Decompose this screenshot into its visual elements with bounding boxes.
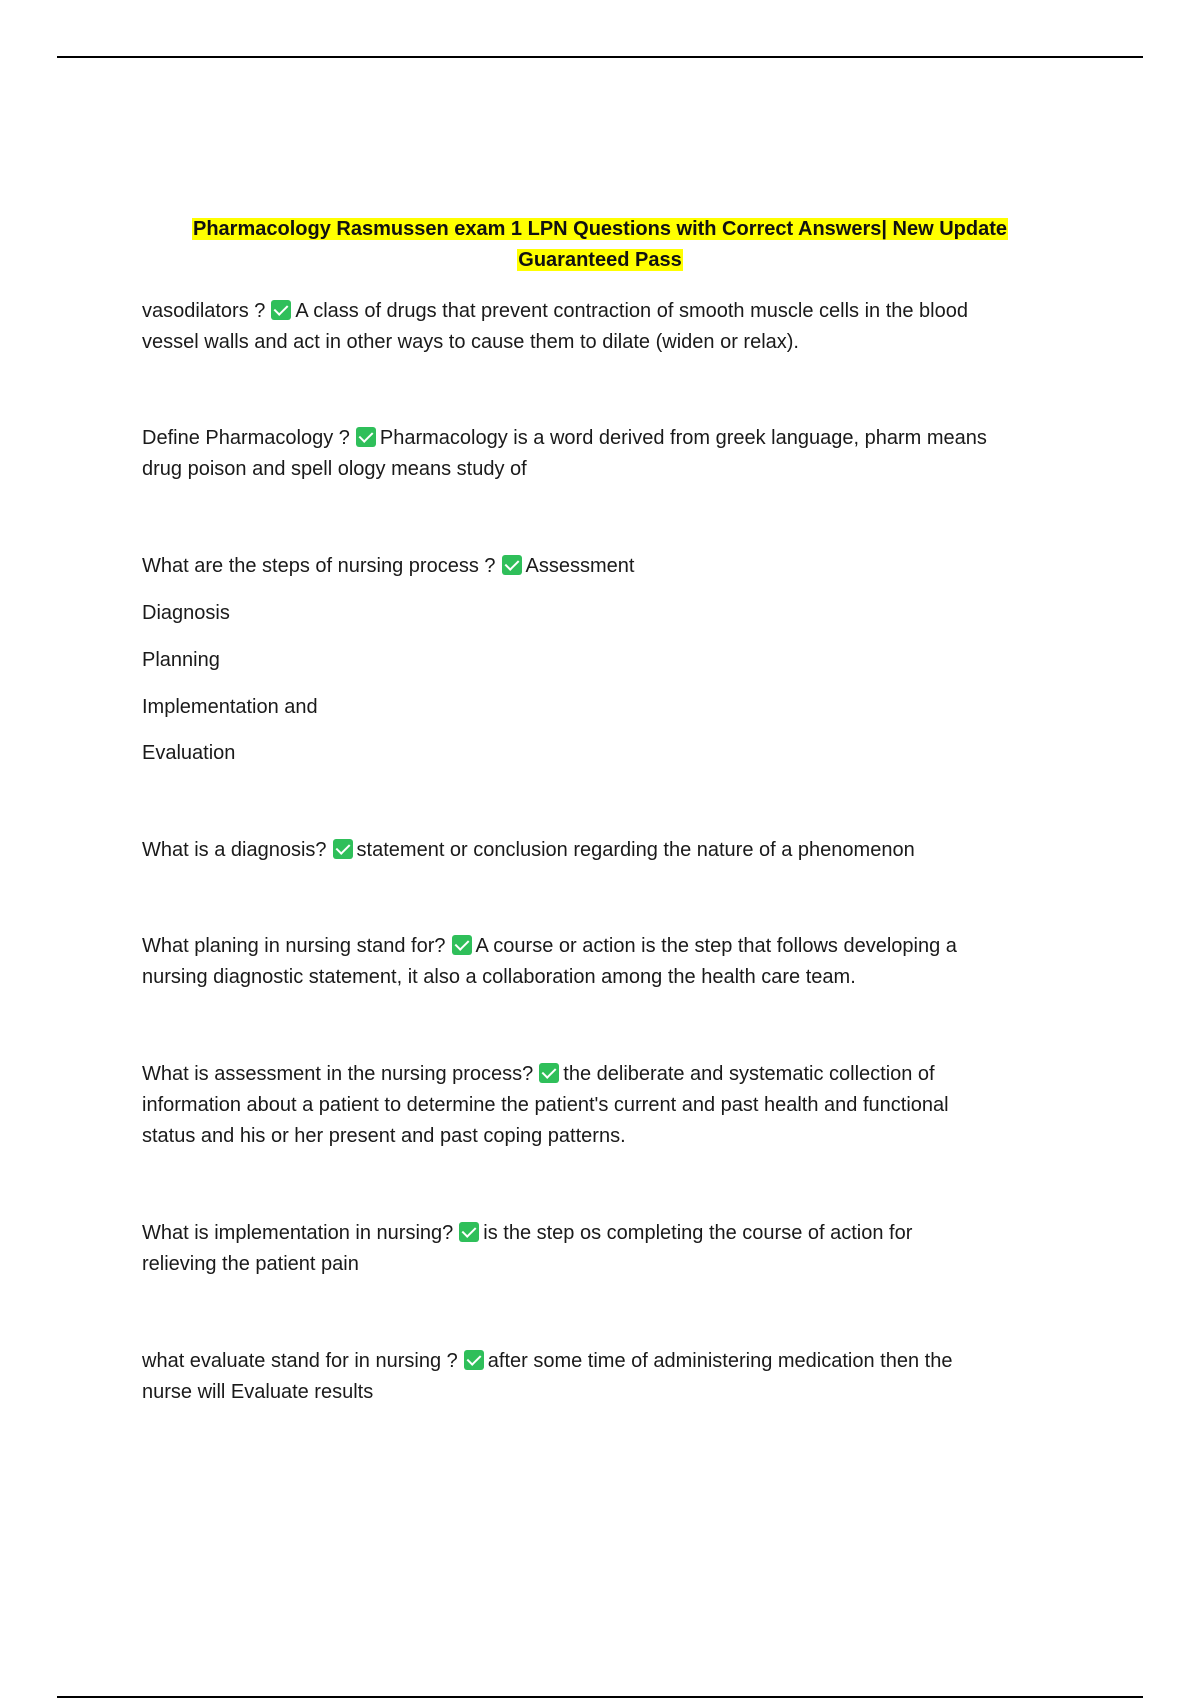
qa-item-diagnosis (142, 835, 1062, 866)
checkmark-box-icon (452, 935, 472, 955)
qa-first-line (142, 1059, 1062, 1090)
qa-item-assessment (142, 1059, 1062, 1152)
qa-item-planning (142, 931, 1062, 993)
answer-continuation: information about a patient to determine the patient's current and past health and functional (142, 1094, 949, 1116)
qa-first-line (142, 1218, 1062, 1249)
header-rule (57, 56, 1143, 58)
answer-text: statement or conclusion regarding the nature of a phenomenon (356, 839, 915, 861)
question-text: What is a diagnosis? (142, 839, 327, 861)
list-item: Planning (142, 649, 220, 671)
qa-first-line (142, 931, 1062, 962)
qa-item-vasodilators (142, 296, 1062, 358)
question-text: What is assessment in the nursing process? (142, 1063, 534, 1085)
qa-first-line (142, 1346, 1062, 1377)
list-item: Evaluation (142, 742, 236, 764)
answer-text: after some time of administering medication then the (487, 1350, 953, 1372)
qa-item-implementation (142, 1218, 1062, 1280)
qa-item-define-pharmacology (142, 423, 1062, 485)
checkmark-box-icon (333, 839, 353, 859)
checkmark-box-icon (356, 427, 376, 447)
answer-text: the deliberate and systematic collection of (563, 1063, 935, 1085)
qa-item-evaluate (142, 1346, 1062, 1408)
title-line-1: Pharmacology Rasmussen exam 1 LPN Questions with Correct Answers| New Update (193, 218, 1007, 240)
answer-continuation: nursing diagnostic statement, it also a collaboration among the health care team. (142, 966, 856, 988)
list-item: Diagnosis (142, 602, 230, 624)
qa-item-nursing-process-steps (142, 551, 1062, 582)
question-text: What planing in nursing stand for? (142, 935, 446, 957)
question-text: What are the steps of nursing process ? (142, 555, 496, 577)
answer-text: Assessment (525, 555, 635, 577)
qa-first-line (142, 296, 1062, 327)
answer-text: is the step os completing the course of action for (483, 1222, 913, 1244)
answer-text: A class of drugs that prevent contraction of smooth muscle cells in the blood (295, 300, 968, 322)
qa-first-line (142, 423, 1062, 454)
question-text: vasodilators ? (142, 300, 266, 322)
question-text: What is implementation in nursing? (142, 1222, 454, 1244)
answer-continuation: status and his or her present and past coping patterns. (142, 1125, 626, 1147)
list-item: Implementation and (142, 696, 318, 718)
answer-continuation: drug poison and spell ology means study of (142, 458, 527, 480)
checkmark-box-icon (271, 300, 291, 320)
answer-continuation: vessel walls and act in other ways to cause them to dilate (widen or relax). (142, 331, 799, 353)
answer-continuation: nurse will Evaluate results (142, 1381, 374, 1403)
checkmark-box-icon (459, 1222, 479, 1242)
qa-first-line (142, 835, 1062, 866)
footer-rule (57, 1696, 1143, 1698)
question-text: what evaluate stand for in nursing ? (142, 1350, 458, 1372)
answer-text: Pharmacology is a word derived from greek language, pharm means (379, 427, 987, 449)
checkmark-box-icon (539, 1063, 559, 1083)
answer-text: A course or action is the step that follows developing a (475, 935, 957, 957)
answer-continuation: relieving the patient pain (142, 1253, 359, 1275)
qa-first-line (142, 551, 1062, 582)
title-line-2: Guaranteed Pass (518, 249, 682, 271)
checkmark-box-icon (502, 555, 522, 575)
document-title (150, 214, 1050, 276)
question-text: Define Pharmacology ? (142, 427, 350, 449)
checkmark-box-icon (464, 1350, 484, 1370)
